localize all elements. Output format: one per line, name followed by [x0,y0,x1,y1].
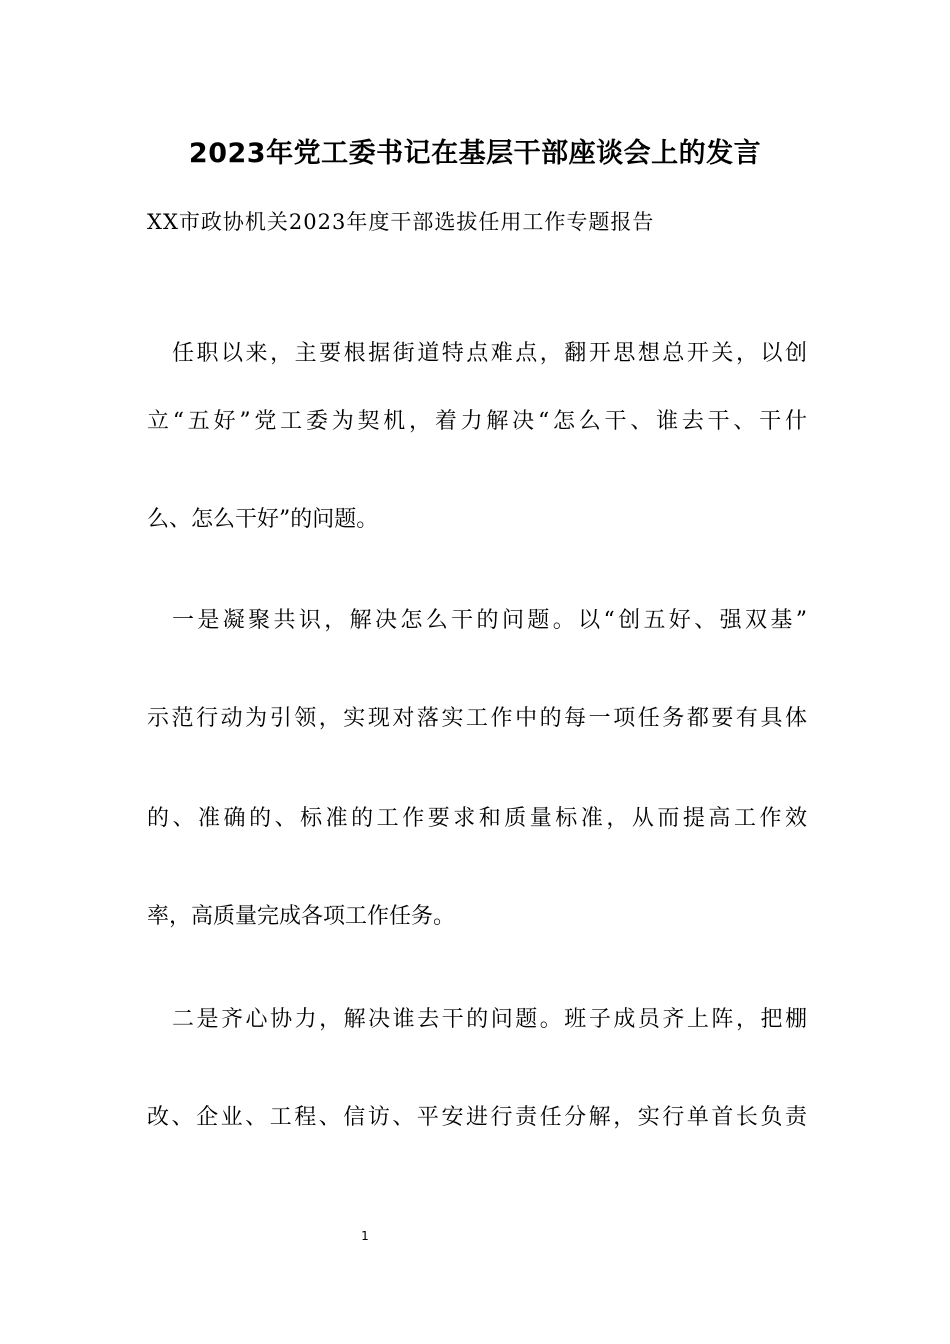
paragraph-line: 立“五好”党工委为契机，着力解决“怎么干、谁去干、干什 [147,409,807,434]
subtitle: XX市政协机关2023年度干部选拔任用工作专题报告 [147,210,655,234]
paragraph-line: 二是齐心协力，解决谁去干的问题。班子成员齐上阵，把棚 [172,1007,807,1032]
page-title: 2023年党工委书记在基层干部座谈会上的发言 [188,138,762,169]
paragraph-line: 率，高质量完成各项工作任务。 [147,904,456,929]
paragraph-line: 的、准确的、标准的工作要求和质量标准，从而提高工作效 [147,806,807,831]
paragraph-line: 么、怎么干好”的问题。 [147,507,379,532]
paragraph-line: 示范行动为引领，实现对落实工作中的每一项任务都要有具体 [147,706,807,731]
paragraph-line: 一是凝聚共识，解决怎么干的问题。以“创五好、强双基” [172,608,807,633]
paragraph-line: 改、企业、工程、信访、平安进行责任分解，实行单首长负责 [147,1105,807,1130]
paragraph-line: 任职以来，主要根据街道特点难点，翻开思想总开关，以创 [172,341,807,366]
page-number: 1 [361,1229,369,1243]
